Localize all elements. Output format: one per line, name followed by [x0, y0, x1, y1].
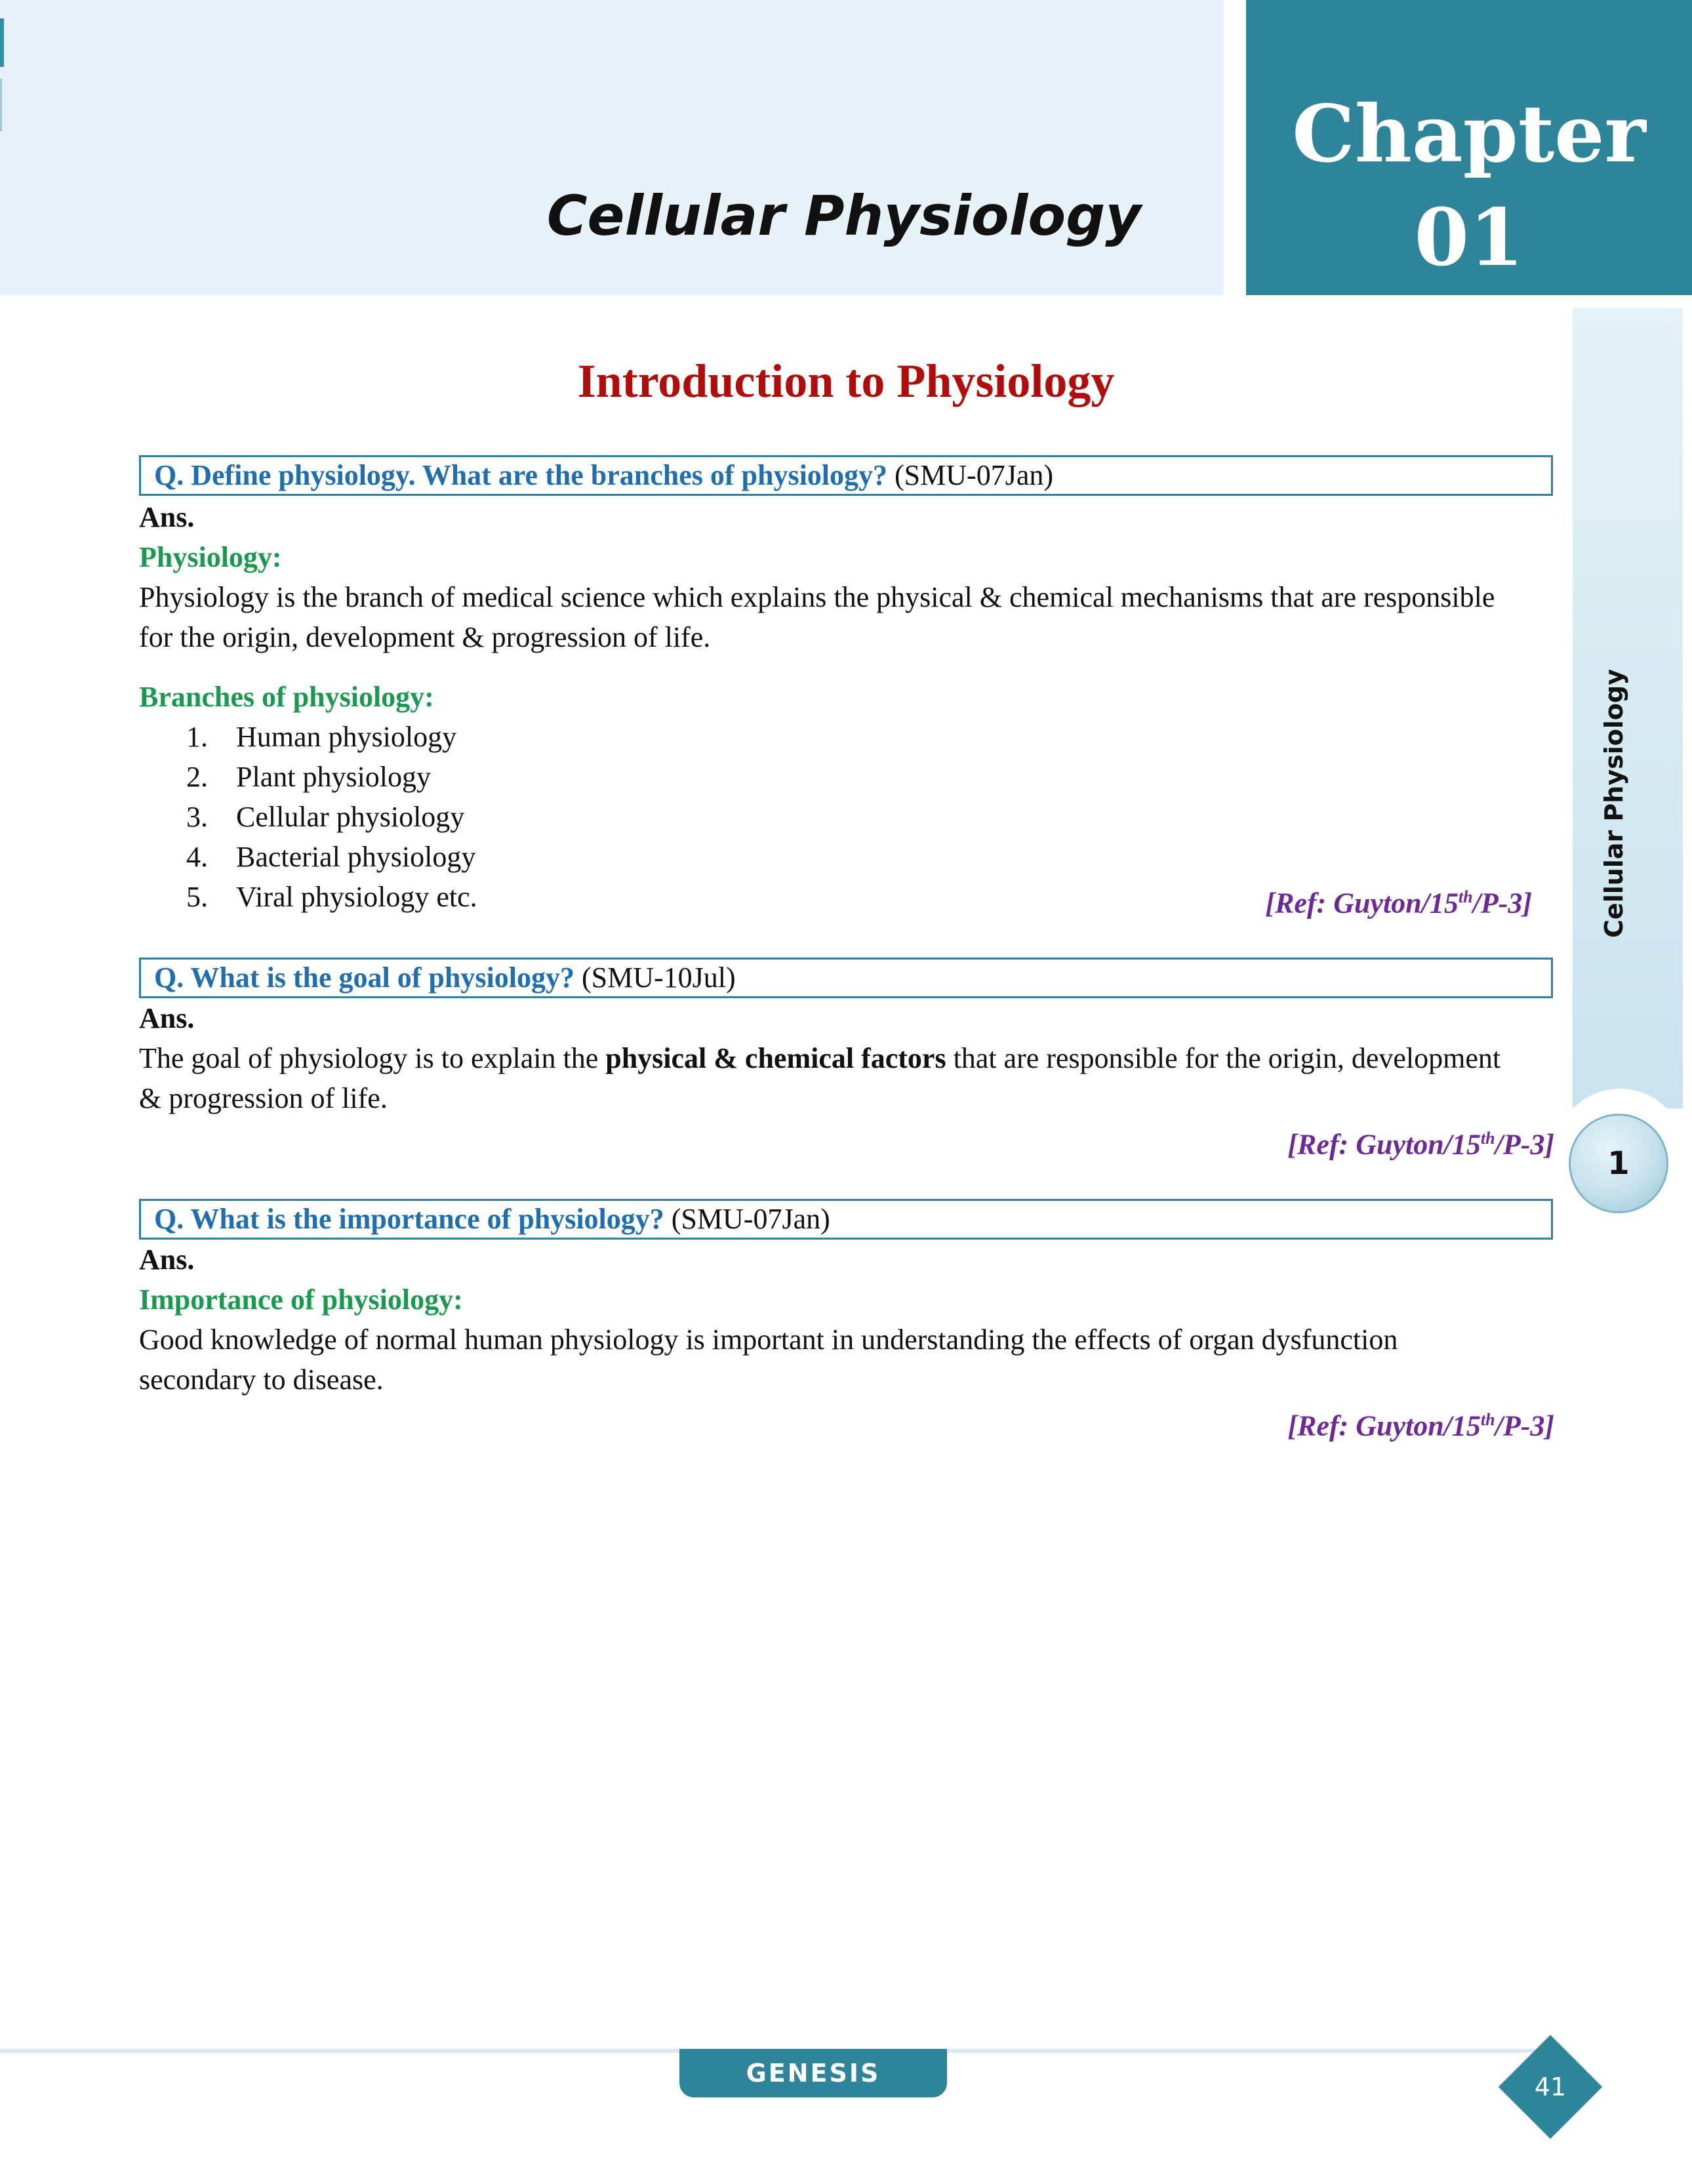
reference-text: /P-3] — [1495, 1128, 1554, 1161]
chapter-word: Chapter — [1292, 88, 1646, 180]
header-accent-bar-light — [0, 79, 2, 131]
reference-superscript: th — [1458, 887, 1473, 906]
header-accent-bar — [0, 18, 4, 67]
list-text: Viral physiology etc. — [236, 881, 477, 913]
reference-text: /P-3] — [1472, 887, 1532, 920]
chapter-box — [1246, 0, 1692, 295]
list-item — [186, 797, 464, 837]
list-number: 3. — [186, 801, 208, 833]
list-text: Bacterial physiology — [236, 841, 476, 873]
paragraph-text: The goal of physiology is to explain the — [139, 1042, 606, 1074]
subheading: Physiology: — [139, 541, 282, 573]
chapter-number: 01 — [1414, 192, 1524, 284]
footer-brand: GENESIS — [679, 2049, 947, 2097]
reference-text: [Ref: Guyton/15 — [1287, 1128, 1481, 1161]
paragraph-line: for the origin, development & progression of life. — [139, 621, 711, 653]
list-text: Human physiology — [236, 721, 457, 753]
reference — [1287, 1400, 1554, 1446]
reference-text: [Ref: Guyton/15 — [1287, 1409, 1481, 1442]
paragraph-line: Good knowledge of normal human physiology is important in understanding the effects of organ dysfunction — [139, 1324, 1398, 1356]
paragraph-bold-text: physical & chemical factors — [605, 1042, 946, 1074]
exam-code: (SMU-10Jul) — [581, 961, 736, 994]
list-item — [186, 837, 475, 877]
answer-label: Ans. — [139, 1002, 195, 1034]
list-number: 4. — [186, 841, 208, 873]
list-number: 1. — [186, 721, 208, 753]
paragraph-line: Physiology is the branch of medical science which explains the physical & chemical mechanisms that are responsible — [139, 581, 1495, 613]
paragraph-line — [139, 1038, 1501, 1078]
list-item — [186, 877, 477, 917]
subheading: Branches of physiology: — [139, 681, 434, 713]
question-text: Q. What is the goal of physiology? — [154, 961, 574, 994]
reference-superscript: th — [1480, 1410, 1495, 1429]
answer-label: Ans. — [139, 1244, 195, 1276]
list-item — [186, 717, 456, 757]
list-item — [186, 757, 431, 797]
reference — [1265, 877, 1532, 923]
question-text: Q. What is the importance of physiology? — [154, 1203, 664, 1235]
section-heading: Introduction to Physiology — [577, 355, 1115, 407]
side-tab-number: 1 — [1607, 1145, 1630, 1182]
reference — [1287, 1118, 1554, 1165]
list-number: 5. — [186, 881, 208, 913]
exam-code: (SMU-07Jan) — [895, 459, 1054, 491]
side-tab-label-text: Cellular Physiology — [1600, 669, 1628, 938]
paragraph-line: & progression of life. — [139, 1082, 388, 1114]
reference-superscript: th — [1480, 1129, 1495, 1148]
exam-code: (SMU-07Jan) — [671, 1203, 830, 1235]
answer-label: Ans. — [139, 501, 195, 533]
list-text: Cellular physiology — [236, 801, 465, 833]
subheading: Importance of physiology: — [139, 1284, 463, 1316]
list-number: 2. — [186, 761, 208, 793]
reference-text: [Ref: Guyton/15 — [1265, 887, 1459, 920]
question-box — [139, 1199, 1553, 1240]
question-box — [139, 455, 1553, 496]
question-box — [139, 958, 1553, 998]
reference-text: /P-3] — [1495, 1409, 1554, 1442]
chapter-title: Cellular Physiology — [546, 184, 1141, 248]
page-number: 41 — [1534, 2073, 1567, 2101]
paragraph-text: that are responsible for the origin, development — [946, 1042, 1501, 1074]
question-text: Q. Define physiology. What are the branches of physiology? — [154, 459, 888, 491]
header-band — [0, 0, 1224, 295]
paragraph-line: secondary to disease. — [139, 1364, 384, 1396]
list-text: Plant physiology — [236, 761, 432, 793]
